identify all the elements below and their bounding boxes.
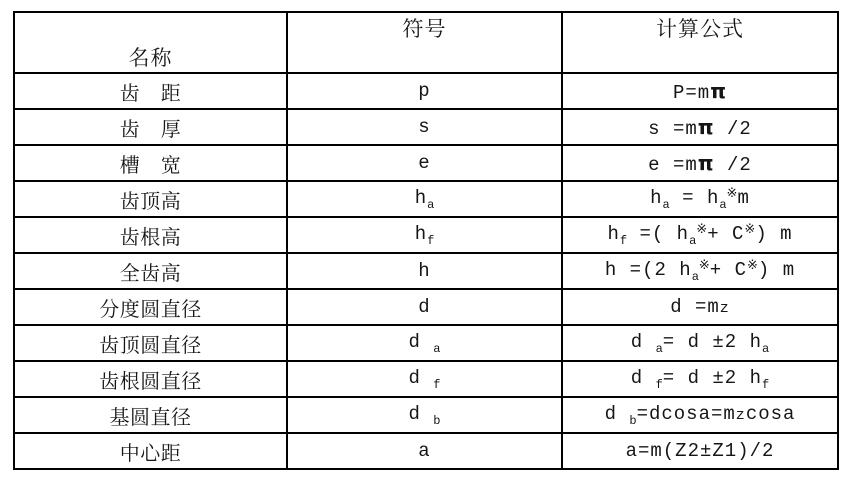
row-formula (562, 217, 838, 253)
text-segment: d (408, 330, 434, 353)
text-segment: /2 (714, 117, 752, 140)
reference-mark: ※ (747, 258, 758, 273)
text-segment: = d ±2 h (662, 330, 763, 353)
text-segment: s =m (648, 117, 698, 140)
subscript: f (619, 234, 628, 248)
text-segment: z (719, 300, 730, 317)
subscript: a (433, 341, 441, 356)
header-formula: 计算公式 (562, 12, 838, 73)
text-segment: d (418, 296, 431, 318)
text-segment: =( h (627, 223, 690, 245)
text-segment: m (737, 187, 750, 209)
text-segment: h (607, 223, 620, 245)
row-name: 齿根高 (14, 217, 287, 253)
text-segment: h (650, 187, 663, 209)
subscript: b (629, 413, 637, 428)
subscript: a (662, 198, 670, 212)
reference-mark: ※ (726, 186, 738, 201)
row-symbol (287, 397, 562, 433)
text-segment: z (735, 406, 746, 424)
subscript: f (427, 233, 435, 248)
subscript: f (433, 377, 441, 392)
subscript: a (689, 234, 697, 248)
pi-symbol: π (697, 150, 715, 175)
text-segment: h (414, 186, 428, 209)
row-formula (562, 109, 838, 145)
pi-symbol: π (710, 78, 728, 103)
row-name: 齿顶高 (14, 181, 287, 217)
table-row (14, 253, 838, 289)
text-segment: ) m (757, 259, 796, 281)
row-name: 齿 距 (14, 73, 287, 109)
row-formula (562, 397, 838, 433)
row-name: 槽 宽 (14, 145, 287, 181)
subscript: a (655, 341, 663, 356)
table-row (14, 325, 838, 361)
row-formula (562, 289, 838, 325)
row-formula (562, 325, 838, 361)
subscript: a (427, 197, 435, 212)
subscript: a (762, 341, 770, 356)
row-symbol (287, 361, 562, 397)
row-symbol (287, 109, 562, 145)
row-formula (562, 361, 838, 397)
table-row (14, 145, 838, 181)
text-segment: h (414, 222, 428, 245)
row-name: 分度圆直径 (14, 289, 287, 325)
row-name: 齿 厚 (14, 109, 287, 145)
reference-mark: ※ (698, 258, 710, 273)
row-formula (562, 73, 838, 109)
row-symbol (287, 253, 562, 289)
row-symbol (287, 217, 562, 253)
row-name: 齿顶圆直径 (14, 325, 287, 361)
row-symbol (287, 181, 562, 217)
table-row (14, 361, 838, 397)
subscript: a (719, 198, 727, 212)
text-segment: d (630, 366, 656, 389)
subscript: f (762, 377, 770, 392)
text-segment: + C (707, 223, 745, 245)
text-segment: = d ±2 h (662, 366, 763, 389)
text-segment: s (418, 116, 431, 138)
table-row (14, 433, 838, 469)
row-name: 全齿高 (14, 253, 287, 289)
text-segment: + C (709, 259, 748, 281)
table-row (14, 181, 838, 217)
gear-parameter-table (13, 11, 839, 470)
table-row (14, 397, 838, 433)
text-segment: p (418, 80, 431, 102)
row-symbol (287, 73, 562, 109)
row-formula (562, 433, 838, 469)
row-formula (562, 145, 838, 181)
row-symbol (287, 433, 562, 469)
row-symbol (287, 325, 562, 361)
text-segment: d (408, 366, 434, 389)
text-segment: d (604, 402, 630, 425)
pi-symbol: π (697, 114, 715, 139)
text-segment: e =m (648, 153, 698, 176)
text-segment: d =m (670, 296, 720, 318)
text-segment: /2 (714, 153, 752, 176)
text-segment: = h (669, 187, 720, 209)
header-symbol: 符号 (287, 12, 562, 73)
row-name: 基圆直径 (14, 397, 287, 433)
table-row (14, 289, 838, 325)
text-segment: ) m (755, 223, 793, 245)
subscript: f (655, 377, 663, 392)
text-segment: a=m(Z2±Z1)/2 (625, 440, 775, 462)
text-segment: =dcosa=m (636, 402, 736, 425)
header-row (14, 12, 838, 73)
row-name: 齿根圆直径 (14, 361, 287, 397)
reference-mark: ※ (744, 222, 756, 237)
text-segment: P=m (672, 81, 711, 104)
table-row (14, 109, 838, 145)
header-name: 名称 (14, 12, 287, 73)
row-symbol (287, 145, 562, 181)
text-segment: a (418, 440, 431, 462)
table-row (14, 217, 838, 253)
table-body (14, 73, 838, 469)
text-segment: cosa (745, 402, 796, 425)
row-name: 中心距 (14, 433, 287, 469)
row-symbol (287, 289, 562, 325)
subscript: a (691, 270, 699, 284)
text-segment: e (418, 152, 431, 174)
subscript: b (433, 413, 441, 428)
text-segment: h (418, 260, 431, 282)
reference-mark: ※ (696, 222, 708, 237)
row-formula (562, 181, 838, 217)
text-segment: h =(2 h (604, 259, 692, 281)
text-segment: d (408, 402, 434, 425)
row-formula (562, 253, 838, 289)
text-segment: d (630, 330, 656, 353)
table-row (14, 73, 838, 109)
